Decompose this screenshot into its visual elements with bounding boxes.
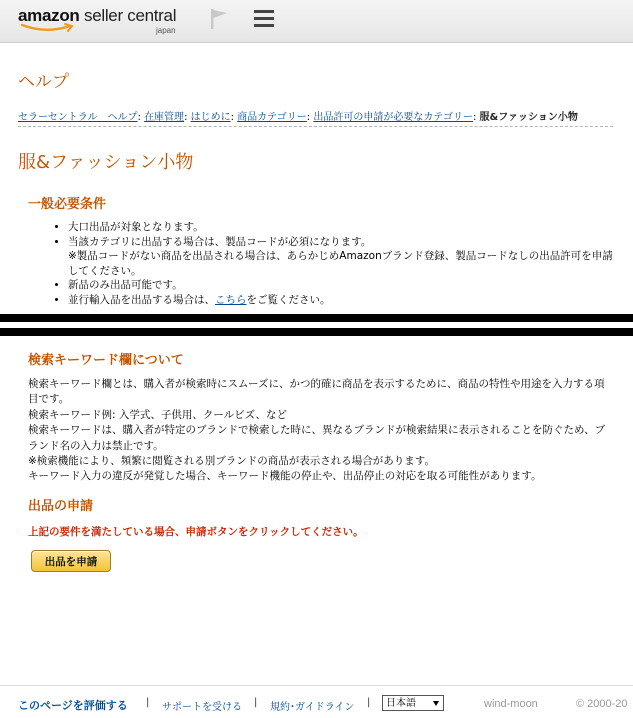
breadcrumb-current: 服&ファッション小物 (479, 112, 578, 123)
list-item (68, 293, 618, 308)
language-select[interactable] (382, 695, 444, 711)
breadcrumb-separator: : (472, 112, 477, 123)
footer-divider (0, 685, 633, 686)
footer-separator: | (367, 697, 371, 708)
top-bar (0, 0, 633, 43)
breadcrumb-item-getting-started[interactable]: はじめに (190, 112, 231, 123)
keywords-line: 検索キーワード例: 入学式、子供用、クールビズ、など (28, 408, 287, 421)
support-link[interactable]: サポートを受ける (162, 702, 242, 713)
logo-seller-central-text: seller central (84, 6, 177, 25)
keywords-line: ※検索機能により、頻繁に閲覧される別ブランドの商品が表示される場合があります。 (28, 455, 435, 468)
hamburger-menu-icon[interactable] (254, 10, 274, 27)
keywords-line: 検索キーワード欄とは、購入者が検索時にスムーズに、かつ的確に商品を表示するために、商品の特性や用途を入力する項目です。 (28, 378, 605, 406)
requirements-heading: 一般必要条件 (28, 197, 107, 212)
list-item (68, 278, 618, 293)
breadcrumb-separator: : (137, 112, 141, 123)
list-item (68, 220, 618, 235)
requirement-text: 並行輸入品を出品する場合は、 (68, 293, 215, 306)
breadcrumb-divider (18, 126, 613, 127)
logo-region-text: japan (156, 26, 176, 35)
chevron-down-icon (433, 701, 439, 706)
breadcrumb-item-inventory[interactable]: 在庫管理 (144, 112, 185, 123)
requirements-list (28, 220, 618, 308)
black-bar-top (0, 314, 633, 322)
requirement-text: 当該カテゴリに出品する場合は、製品コードが必須になります。 (68, 235, 372, 248)
user-name: wind-moon (484, 698, 538, 710)
amazon-seller-central-logo[interactable] (18, 6, 188, 38)
requirement-note: ※製品コードがない商品を出品される場合は、あらかじめAmazonブランド登録、製品コードなしの出品許可を申請してください。 (68, 250, 613, 277)
black-bar-bottom (0, 328, 633, 336)
keywords-line: キーワード入力の違反が発覚した場合、キーワード機能の停止や、出品停止の対応を取る可能性があります。 (28, 470, 542, 483)
footer (18, 692, 633, 718)
keywords-description (28, 377, 608, 485)
flag-icon[interactable] (209, 8, 229, 30)
rate-page-link[interactable]: このページを評価する (18, 699, 128, 712)
logo-amazon-text: amazon (18, 6, 80, 25)
apply-heading: 出品の申請 (28, 499, 94, 514)
breadcrumb-item-help-home[interactable]: セラーセントラル ヘルプ (18, 112, 138, 123)
amazon-smile-icon (20, 23, 76, 33)
breadcrumb-item-approval-categories[interactable]: 出品許可の申請が必要なカテゴリー (313, 112, 473, 123)
copyright: © 2000-20 (576, 698, 628, 710)
language-select-value: 日本語 (386, 698, 416, 709)
breadcrumb-separator: : (184, 112, 188, 123)
apply-listing-button[interactable]: 出品を申請 (31, 550, 111, 572)
breadcrumb (18, 108, 578, 123)
requirement-text: 大口出品が対象となります。 (68, 221, 204, 233)
keywords-heading: 検索キーワード欄について (28, 353, 184, 368)
terms-link[interactable]: 規約･ガイドライン (270, 702, 355, 713)
footer-separator: | (254, 697, 258, 708)
breadcrumb-separator: : (230, 112, 234, 123)
requirement-text-suffix: をご覧ください。 (246, 293, 331, 306)
keywords-line: 検索キーワードは、購入者が特定のブランドで検索した時に、異なるブランドが検索結果に表示されることを防ぐため、ブランド名の入力は禁止です。 (28, 424, 606, 452)
footer-separator: | (146, 697, 150, 708)
help-title: ヘルプ (18, 72, 69, 92)
breadcrumb-separator: : (306, 112, 311, 123)
list-item (68, 235, 618, 279)
requirement-text: 新品のみ出品可能です。 (68, 279, 183, 292)
breadcrumb-item-categories[interactable]: 商品カテゴリー (237, 112, 307, 123)
page-title: 服&ファッション小物 (18, 152, 194, 173)
parallel-import-link[interactable]: こちら (215, 293, 247, 306)
apply-instruction: 上記の要件を満たしている場合、申請ボタンをクリックしてください。 (28, 526, 364, 538)
